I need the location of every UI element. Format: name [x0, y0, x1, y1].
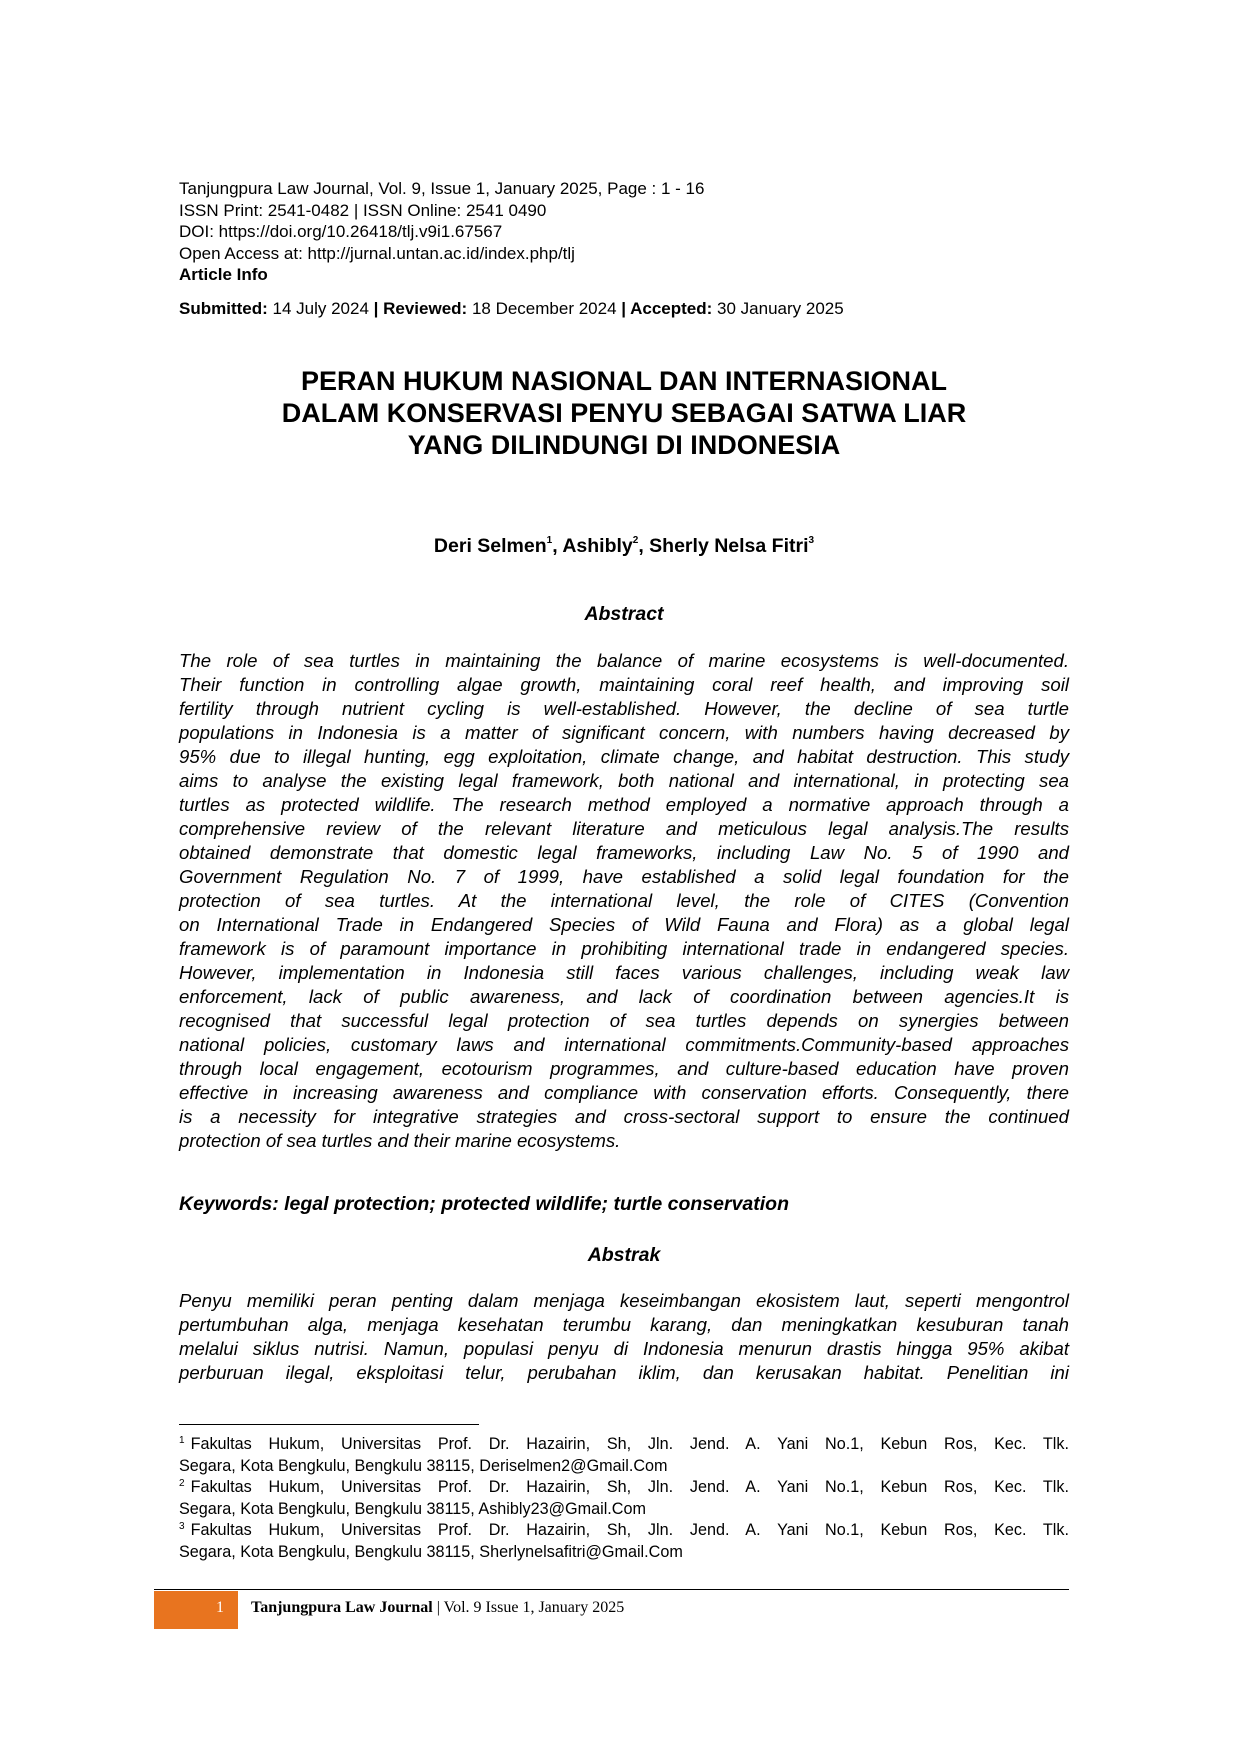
- author-name: Deri Selmen: [433, 535, 547, 557]
- running-footer: [251, 1599, 624, 1617]
- page-number-badge: [154, 1591, 238, 1629]
- text-line: aims to analyse the existing legal framework, both national and international, in protecting sea: [179, 770, 1069, 791]
- text-line: national policies, customary laws and international commitments.Community-based approaches: [179, 1034, 1069, 1055]
- reviewed-label: Reviewed:: [383, 299, 468, 318]
- text-line: protection of sea turtles. At the international level, the role of CITES (Convention: [179, 890, 1069, 911]
- author-name: Ashibly: [562, 535, 633, 557]
- author-separator: ,: [552, 535, 563, 557]
- footnote-line: Segara, Kota Bengkulu, Bengkulu 38115, Ashibly23@Gmail.Com: [179, 1499, 646, 1518]
- footer-journal-name: Tanjungpura Law Journal: [251, 1599, 433, 1616]
- footnote-line: [179, 1477, 1069, 1499]
- submitted-label: Submitted:: [179, 299, 268, 318]
- text-line: Government Regulation No. 7 of 1999, have established a solid legal foundation for the: [179, 866, 1069, 887]
- footnote-number: 2: [179, 1477, 185, 1489]
- text-line: comprehensive review of the relevant literature and meticulous legal analysis.The results: [179, 818, 1069, 839]
- footnote-separator: [179, 1424, 479, 1425]
- footnotes: [179, 1434, 1069, 1563]
- date-separator: |: [373, 299, 384, 318]
- paper-title: [179, 365, 1069, 461]
- text-line: pertumbuhan alga, menjaga kesehatan terumbu karang, dan meningkatkan kesuburan tanah: [179, 1314, 1069, 1335]
- text-line: obtained demonstrate that domestic legal frameworks, including Law No. 5 of 1990 and: [179, 842, 1069, 863]
- text-line: recognised that successful legal protection of sea turtles depends on synergies between: [179, 1010, 1069, 1031]
- footnote-line: Segara, Kota Bengkulu, Bengkulu 38115, Sherlynelsafitri@Gmail.Com: [179, 1542, 683, 1561]
- text-line: The role of sea turtles in maintaining the balance of marine ecosystems is well-documented.: [179, 650, 1069, 671]
- open-access-line: Open Access at: http://jurnal.untan.ac.id/index.php/tlj: [179, 243, 575, 263]
- author-separator: ,: [638, 535, 650, 557]
- author-name: Sherly Nelsa Fitri: [649, 535, 809, 557]
- text-line: fertility through nutrient cycling is well-established. However, the decline of sea turtle: [179, 698, 1069, 719]
- abstract-body: [179, 649, 1069, 1153]
- text-line: Penyu memiliki peran penting dalam menjaga keseimbangan ekosistem laut, seperti mengontrol: [179, 1290, 1069, 1311]
- text-line: 95% due to illegal hunting, egg exploitation, climate change, and habitat destruction. This study: [179, 746, 1069, 767]
- article-info-label: Article Info: [179, 265, 268, 284]
- article-dates: [179, 299, 844, 319]
- page-number: 1: [216, 1599, 224, 1616]
- abstrak-body: [179, 1289, 1069, 1385]
- footer-rule: [154, 1589, 1069, 1590]
- title-line: YANG DILINDUNGI DI INDONESIA: [407, 430, 841, 460]
- keywords: Keywords: legal protection; protected wildlife; turtle conservation: [179, 1193, 790, 1215]
- author-affiliation-mark: 2: [632, 534, 639, 546]
- text-line: protection of sea turtles and their marine ecosystems.: [179, 1130, 621, 1151]
- title-line: PERAN HUKUM NASIONAL DAN INTERNASIONAL: [300, 366, 947, 396]
- issn-line: ISSN Print: 2541-0482 | ISSN Online: 2541 0490: [179, 200, 547, 220]
- text-line: Their function in controlling algae growth, maintaining coral reef health, and improving soil: [179, 674, 1069, 695]
- footnote-line: [179, 1434, 1069, 1456]
- footnote-line: [179, 1520, 1069, 1542]
- text-line: on International Trade in Endangered Species of Wild Fauna and Flora) as a global legal: [179, 914, 1069, 935]
- abstrak-heading: Abstrak: [587, 1244, 661, 1266]
- date-separator: |: [621, 299, 631, 318]
- abstract-heading: Abstract: [584, 603, 664, 625]
- text-line: through local engagement, ecotourism programmes, and culture-based education have proven: [179, 1058, 1069, 1079]
- text-line: is a necessity for integrative strategies and cross-sectoral support to ensure the continued: [179, 1106, 1069, 1127]
- text-line: effective in increasing awareness and compliance with conservation efforts. Consequently, there: [179, 1082, 1069, 1103]
- text-line: framework is of paramount importance in prohibiting international trade in endangered species.: [179, 938, 1069, 959]
- author-list: [179, 535, 1069, 558]
- journal-citation: Tanjungpura Law Journal, Vol. 9, Issue 1, January 2025, Page : 1 - 16: [179, 179, 705, 198]
- accepted-label: Accepted:: [630, 299, 713, 318]
- footnote-text: Fakultas Hukum, Universitas Prof. Dr. Hazairin, Sh, Jln. Jend. A. Yani No.1, Kebun Ros, Kec. Tlk.: [190, 1478, 1069, 1496]
- text-line: perburuan ilegal, eksploitasi telur, perubahan iklim, dan kerusakan habitat. Penelitian ini: [179, 1362, 1069, 1383]
- title-line: DALAM KONSERVASI PENYU SEBAGAI SATWA LIAR: [281, 398, 967, 428]
- footnote-text: Fakultas Hukum, Universitas Prof. Dr. Hazairin, Sh, Jln. Jend. A. Yani No.1, Kebun Ros, Kec. Tlk.: [190, 1435, 1069, 1453]
- reviewed-date: 18 December 2024: [467, 299, 622, 318]
- doi-line: DOI: https://doi.org/10.26418/tlj.v9i1.67567: [179, 222, 503, 241]
- text-line: populations in Indonesia is a matter of significant concern, with numbers having decreased by: [179, 722, 1069, 743]
- footnote-line: Segara, Kota Bengkulu, Bengkulu 38115, Deriselmen2@Gmail.Com: [179, 1456, 668, 1475]
- article-header: [179, 178, 1079, 286]
- text-line: enforcement, lack of public awareness, and lack of coordination between agencies.It is: [179, 986, 1069, 1007]
- footer-issue: | Vol. 9 Issue 1, January 2025: [432, 1599, 625, 1616]
- author-affiliation-mark: 1: [546, 534, 553, 546]
- accepted-date: 30 January 2025: [712, 299, 844, 318]
- author-affiliation-mark: 3: [808, 534, 815, 546]
- text-line: turtles as protected wildlife. The research method employed a normative approach through a: [179, 794, 1069, 815]
- footnote-number: 3: [179, 1520, 185, 1532]
- footnote-number: 1: [179, 1434, 185, 1446]
- footnote-text: Fakultas Hukum, Universitas Prof. Dr. Hazairin, Sh, Jln. Jend. A. Yani No.1, Kebun Ros, Kec. Tlk.: [190, 1521, 1069, 1539]
- text-line: However, implementation in Indonesia still faces various challenges, including weak law: [179, 962, 1069, 983]
- text-line: melalui siklus nutrisi. Namun, populasi penyu di Indonesia menurun drastis hingga 95% akibat: [179, 1338, 1069, 1359]
- submitted-date: 14 July 2024: [267, 299, 374, 318]
